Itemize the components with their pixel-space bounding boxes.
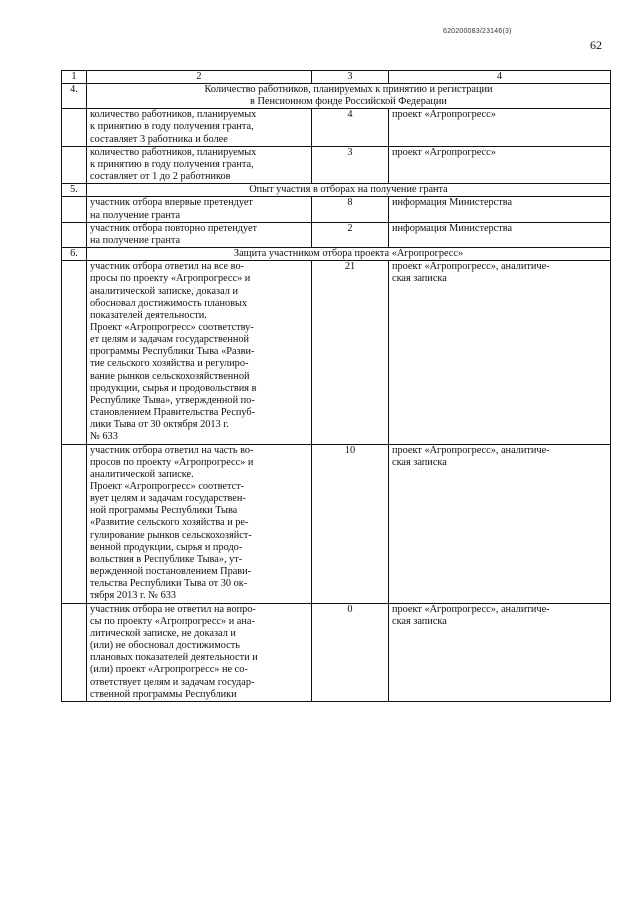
text-line: Количество работников, планируемых к принятию и регистрации xyxy=(204,84,493,95)
text-line: Проект «Агропрогресс» соответст- xyxy=(90,481,245,492)
text-line: составляет 3 работника и более xyxy=(90,133,228,145)
text-line: становлением Правительства Респуб- xyxy=(90,407,256,419)
text-line: проект «Агропрогресс», аналитиче- xyxy=(392,603,550,615)
criterion-row xyxy=(62,197,611,222)
criterion-row xyxy=(62,222,611,247)
criterion-cell xyxy=(87,109,312,146)
source-cell xyxy=(389,261,611,444)
text-line: «Развитие сельского хозяйства и ре- xyxy=(90,517,249,529)
text-line: проект «Агропрогресс», аналитиче- xyxy=(392,444,550,456)
text-line: на получение гранта xyxy=(90,234,181,246)
section-title xyxy=(87,248,611,261)
empty-number-cell xyxy=(62,197,87,222)
text-line: ская записка xyxy=(392,273,447,285)
source-cell xyxy=(389,197,611,222)
source-cell xyxy=(389,222,611,247)
text-line: ская записка xyxy=(392,456,447,468)
text-line: в Пенсионном фонде Российской Федерации xyxy=(250,96,447,108)
section-number: 6. xyxy=(62,248,87,261)
text-line: Проект «Агропрогресс» соответству- xyxy=(90,321,254,333)
section-number: 5. xyxy=(62,184,87,197)
criterion-cell xyxy=(87,146,312,183)
section-header-row xyxy=(62,84,611,109)
source-cell xyxy=(389,603,611,701)
empty-number-cell xyxy=(62,261,87,444)
empty-number-cell xyxy=(62,603,87,701)
text-line: к принятию в году получения гранта, xyxy=(90,158,254,170)
section-title xyxy=(87,184,611,197)
text-line: тие сельского хозяйства и регулиро- xyxy=(90,358,249,370)
text-line: тября 2013 г. № 633 xyxy=(90,590,177,602)
text-line: на получение гранта xyxy=(90,209,181,221)
text-line: ет целям и задачам государственной xyxy=(90,334,250,346)
text-line: (или) проект «Агропрогресс» не со- xyxy=(90,664,248,676)
criterion-cell xyxy=(87,261,312,444)
section-header-row xyxy=(62,248,611,261)
score-cell: 8 xyxy=(312,197,389,222)
source-cell xyxy=(389,444,611,603)
text-line: участник отбора впервые претендует xyxy=(90,197,253,209)
text-line: сы по проекту «Агропрогресс» и ана- xyxy=(90,615,255,627)
text-line: количество работников, планируемых xyxy=(90,109,257,121)
text-line: плановых показателей деятельности и xyxy=(90,652,258,664)
text-line: вует целям и задачам государствен- xyxy=(90,493,246,505)
criterion-cell xyxy=(87,222,312,247)
page-number: 62 xyxy=(590,38,602,52)
empty-number-cell xyxy=(62,146,87,183)
text-line: тельства Республики Тыва от 30 ок- xyxy=(90,578,248,590)
text-line: ская записка xyxy=(392,615,447,627)
text-line: участник отбора ответил на все во- xyxy=(90,261,245,273)
score-cell: 21 xyxy=(312,261,389,444)
criterion-row xyxy=(62,146,611,183)
text-line: гулирование рынков сельскохозяйст- xyxy=(90,529,252,541)
text-line: лики Тыва от 30 октября 2013 г. xyxy=(90,419,229,431)
column-number-3: 3 xyxy=(312,71,389,84)
text-line: просов по проекту «Агропрогресс» и xyxy=(90,456,254,468)
column-number-4: 4 xyxy=(389,71,611,84)
source-cell xyxy=(389,146,611,183)
criterion-cell xyxy=(87,603,312,701)
text-line: к принятию в году получения гранта, xyxy=(90,121,254,133)
header-row xyxy=(62,71,611,84)
empty-number-cell xyxy=(62,109,87,146)
text-line: № 633 xyxy=(90,431,118,443)
score-cell: 3 xyxy=(312,146,389,183)
text-line: ответствует целям и задачам государ- xyxy=(90,676,255,688)
column-number-1: 1 xyxy=(62,71,87,84)
criterion-cell xyxy=(87,197,312,222)
text-line: участник отбора повторно претендует xyxy=(90,222,258,234)
text-line: литической записке, не доказал и xyxy=(90,627,236,639)
section-header-row xyxy=(62,184,611,197)
text-line: ной программы Республики Тыва xyxy=(90,505,238,517)
text-line: вольствия в Республике Тыва», ут- xyxy=(90,553,243,565)
text-line: количество работников, планируемых xyxy=(90,146,257,158)
criterion-row xyxy=(62,109,611,146)
source-cell xyxy=(389,109,611,146)
column-number-2: 2 xyxy=(87,71,312,84)
criterion-row xyxy=(62,603,611,701)
score-cell: 4 xyxy=(312,109,389,146)
text-line: аналитической записке, доказал и xyxy=(90,285,239,297)
text-line: проект «Агропрогресс» xyxy=(392,146,496,158)
empty-number-cell xyxy=(62,444,87,603)
score-cell: 10 xyxy=(312,444,389,603)
text-line: участник отбора не ответил на вопро- xyxy=(90,603,256,615)
text-line: вание рынков сельскохозяйственной xyxy=(90,370,250,382)
text-line: венной продукции, сырья и продо- xyxy=(90,541,243,553)
section-title xyxy=(87,84,611,109)
text-line: аналитической записке. xyxy=(90,468,194,480)
document-id: 620200083/23146(3) xyxy=(443,28,512,35)
text-line: Республике Тыва», утвержденной по- xyxy=(90,394,255,406)
text-line: участник отбора ответил на часть во- xyxy=(90,444,254,456)
criterion-cell xyxy=(87,444,312,603)
text-line: информация Министерства xyxy=(392,197,513,209)
text-line: показателей деятельности. xyxy=(90,309,207,321)
text-line: продукции, сырья и продовольствия в xyxy=(90,382,257,394)
text-line: проект «Агропрогресс» xyxy=(392,109,496,121)
text-line: проект «Агропрогресс», аналитиче- xyxy=(392,261,550,273)
score-cell: 0 xyxy=(312,603,389,701)
criteria-table xyxy=(61,70,611,702)
text-line: составляет от 1 до 2 работников xyxy=(90,171,231,183)
empty-number-cell xyxy=(62,222,87,247)
score-cell: 2 xyxy=(312,222,389,247)
text-line: (или) не обосновал достижимость xyxy=(90,640,240,652)
criterion-row xyxy=(62,261,611,444)
text-line: Опыт участия в отборах на получение гранта xyxy=(249,184,448,196)
text-line: просы по проекту «Агропрогресс» и xyxy=(90,273,251,285)
criterion-row xyxy=(62,444,611,603)
text-line: Защита участником отбора проекта «Агропрогресс» xyxy=(233,248,464,260)
section-number: 4. xyxy=(62,84,87,109)
text-line: вержденной постановлением Прави- xyxy=(90,566,252,578)
text-line: обосновал достижимость плановых xyxy=(90,297,248,309)
text-line: программы Республики Тыва «Разви- xyxy=(90,346,255,358)
text-line: ственной программы Республики xyxy=(90,688,237,700)
text-line: информация Министерства xyxy=(392,222,513,234)
